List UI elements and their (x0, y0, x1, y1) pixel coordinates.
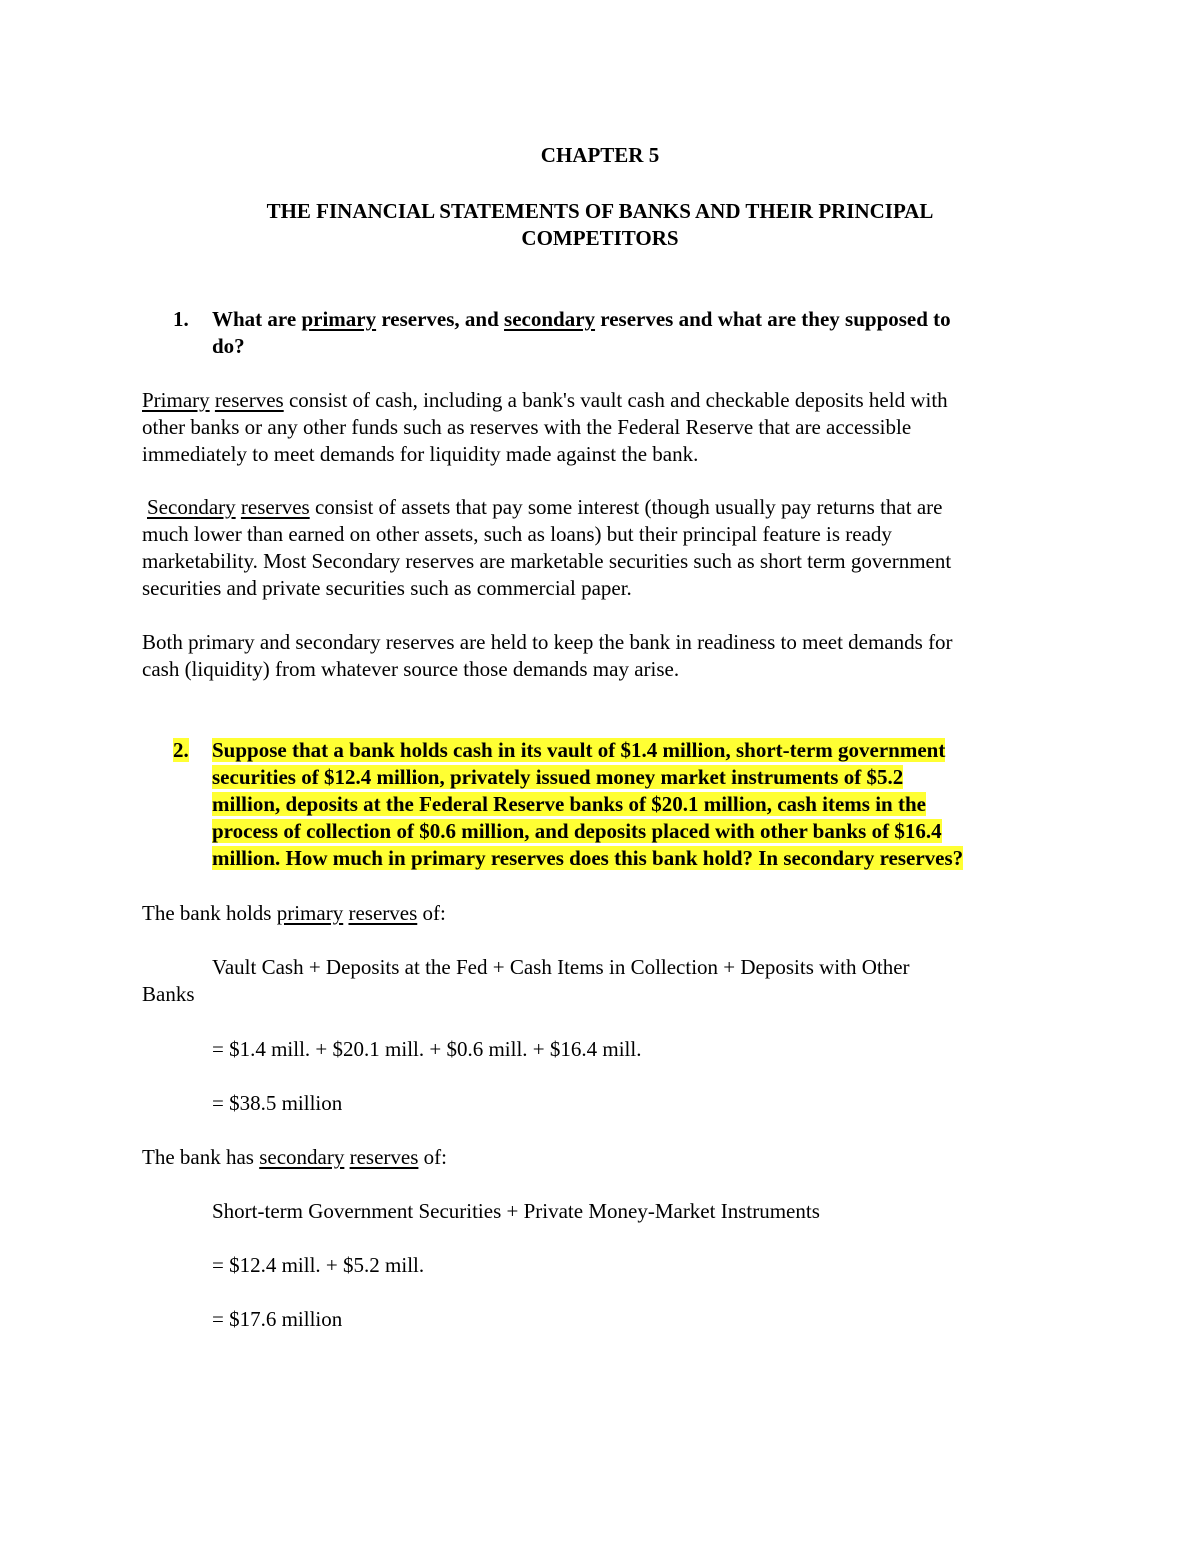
q1-text-c: reserves and what are they supposed to (595, 307, 951, 331)
question-1-number: 1. (173, 307, 189, 331)
p2-reserves-underlined: reserves (240, 495, 310, 519)
paragraph-1-line-1: Primary reserves consist of cash, including a bank's vault cash and checkable deposits held with (142, 388, 948, 412)
primary-formula-line-2: Banks (142, 982, 195, 1006)
paragraph-2-line-4: securities and private securities such as commercial paper. (142, 576, 632, 600)
a2-reserves-underlined: reserves (349, 1145, 419, 1169)
secondary-calculation: = $12.4 mill. + $5.2 mill. (212, 1253, 425, 1277)
question-2-line-3: million, deposits at the Federal Reserve banks of $20.1 million, cash items in the (212, 792, 926, 816)
chapter-heading: CHAPTER 5 (540, 143, 660, 167)
question-2-line-1: Suppose that a bank holds cash in its vault of $1.4 million, short-term government (212, 738, 946, 762)
secondary-formula: Short-term Government Securities + Private Money-Market Instruments (212, 1199, 820, 1223)
p2-secondary-underlined: Secondary (147, 495, 236, 519)
paragraph-2-line-3: marketability. Most Secondary reserves are marketable securities such as short term government (142, 549, 952, 573)
q1-primary-underlined: primary (301, 307, 377, 331)
paragraph-2-line-1: Secondary reserves consist of assets that pay some interest (though usually pay returns that are (147, 495, 943, 519)
primary-reserves-intro: The bank holds primary reserves of: (142, 901, 446, 925)
paragraph-1-line-3: immediately to meet demands for liquidity made against the bank. (142, 442, 699, 466)
primary-formula-line-1: Vault Cash + Deposits at the Fed + Cash Items in Collection + Deposits with Other (212, 955, 910, 979)
primary-result: = $38.5 million (212, 1091, 343, 1115)
paragraph-2-line-2: much lower than earned on other assets, such as loans) but their principal feature is ready (142, 522, 892, 546)
a2-secondary-underlined: secondary (259, 1145, 345, 1169)
secondary-result: = $17.6 million (212, 1307, 343, 1331)
primary-calculation: = $1.4 mill. + $20.1 mill. + $0.6 mill. + $16.4 mill. (212, 1037, 642, 1061)
question-1-line-2: do? (212, 334, 245, 358)
secondary-reserves-intro: The bank has secondary reserves of: (142, 1145, 447, 1169)
question-1-line-1 (212, 307, 951, 332)
a1-primary-underlined: primary (276, 901, 344, 925)
paragraph-3-line-1: Both primary and secondary reserves are held to keep the bank in readiness to meet demands for (142, 630, 953, 654)
paragraph-1-line-2: other banks or any other funds such as reserves with the Federal Reserve that are accessible (142, 415, 912, 439)
paragraph-3-line-2: cash (liquidity) from whatever source those demands may arise. (142, 657, 680, 681)
q1-secondary-underlined: secondary (504, 307, 596, 331)
p1-primary-underlined: Primary (142, 388, 210, 412)
chapter-title-line-2: COMPETITORS (521, 226, 679, 250)
a1-reserves-underlined: reserves (348, 901, 418, 925)
q1-text-a: What are (212, 307, 302, 331)
q1-text-b: reserves, and (376, 307, 505, 331)
question-2-line-5: million. How much in primary reserves does this bank hold? In secondary reserves? (212, 846, 964, 870)
question-2-line-4: process of collection of $0.6 million, and deposits placed with other banks of $16.4 (212, 819, 942, 843)
question-2-number: 2. (173, 738, 189, 762)
question-2-line-2: securities of $12.4 million, privately issued money market instruments of $5.2 (212, 765, 904, 789)
chapter-title-line-1: THE FINANCIAL STATEMENTS OF BANKS AND THEIR PRINCIPAL (266, 199, 934, 223)
p1-reserves-underlined: reserves (214, 388, 284, 412)
